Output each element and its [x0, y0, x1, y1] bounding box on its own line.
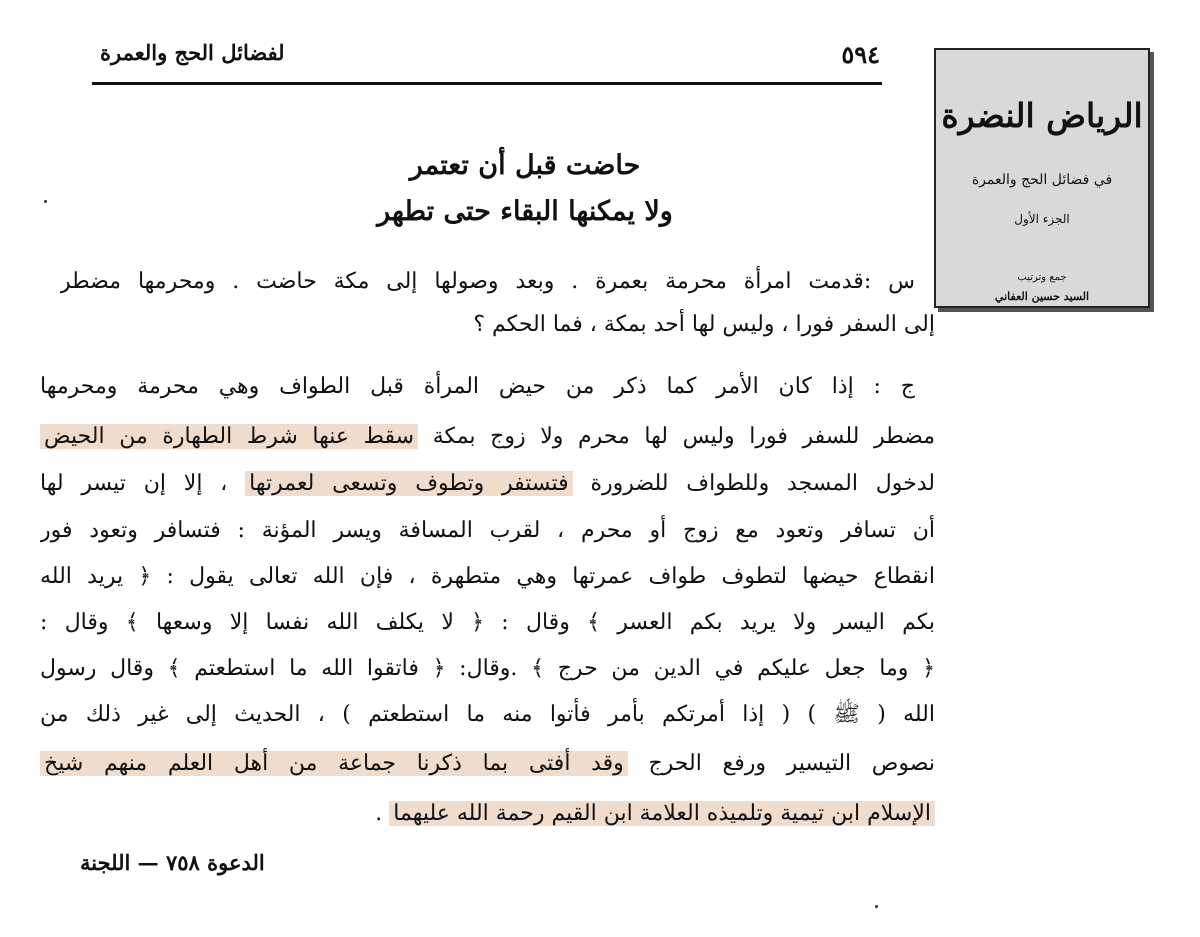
question-line-2: إلى السفر فورا ، وليس لها أحد بمكة ، فما الحكم ؟	[473, 312, 935, 337]
answer-line-7: ﴿ وما جعل عليكم في الدين من حرج ﴾ .وقال: ﴿ فاتقوا الله ما استطعتم ﴾ وقال رسول	[40, 656, 935, 681]
answer-line-9-text: نصوص التيسير ورفع الحرج	[648, 751, 935, 776]
running-header-title: لفضائل الحج والعمرة	[100, 40, 285, 65]
question-line-1: س :قدمت امرأة محرمة بعمرة . وبعد وصولها إلى مكة حاضت . ومحرمها مضطر	[60, 269, 915, 294]
question-heading-line-1: حاضت قبل أن تعتمر	[409, 150, 641, 181]
question-heading-line-2: ولا يمكنها البقاء حتى تطهر	[377, 196, 673, 227]
answer-line-4: أن تسافر وتعود مع زوج أو محرم ، لقرب المسافة ويسر المؤنة : فتسافر وتعود فور	[40, 518, 935, 543]
answer-line-3	[40, 464, 935, 504]
answer-line-3-end: ، إلا إن تيسر لها	[40, 471, 228, 496]
highlight-perform-umrah: فتستفر وتطوف وتسعى لعمرتها	[245, 471, 573, 496]
scan-speck	[44, 200, 47, 203]
cover-compiled-by: جمع وترتيب	[1017, 272, 1067, 283]
page-number: ٥٩٤	[841, 40, 880, 69]
scan-speck	[875, 905, 878, 908]
cover-volume: الجزء الأول	[1014, 212, 1070, 226]
answer-line-1: ج : إذا كان الأمر كما ذكر من حيض المرأة قبل الطواف وهي محرمة ومحرمها	[40, 374, 915, 399]
answer-line-8: الله ( ﷺ ) ( إذا أمرتكم بأمر فأتوا منه ما استطعتم ) ، الحديث إلى غير ذلك من	[40, 702, 935, 727]
answer-line-5: انقطاع حيضها لتطوف طواف عمرتها وهي متطهرة ، فإن الله تعالى يقول : ﴿ يريد الله	[40, 564, 935, 589]
book-cover	[934, 48, 1150, 308]
answer-line-3-start: لدخول المسجد وللطواف للضرورة	[590, 471, 935, 496]
answer-line-2-text: مضطر للسفر فورا وليس لها محرم ولا زوج بمكة	[432, 424, 935, 449]
answer-line-10-end: .	[375, 801, 383, 826]
answer-line-10	[40, 794, 935, 834]
cover-title: الرياض النضرة	[941, 96, 1143, 135]
cover-author: السيد حسين العفاني	[994, 290, 1090, 303]
highlight-purity-waived: سقط عنها شرط الطهارة من الحيض	[40, 424, 418, 449]
answer-line-9	[40, 744, 935, 784]
header-rule	[92, 82, 882, 85]
answer-line-2	[40, 417, 935, 457]
answer-line-6: بكم اليسر ولا يريد بكم العسر ﴾ وقال : ﴿ لا يكلف الله نفسا إلا وسعها ﴾ وقال :	[40, 610, 935, 635]
highlight-scholars-fatwa: وقد أفتى بما ذكرنا جماعة من أهل العلم منهم شيخ	[40, 751, 628, 776]
cover-subtitle: في فضائل الحج والعمرة	[971, 172, 1113, 188]
source-reference: الدعوة ٧٥٨ — اللجنة	[80, 850, 265, 875]
highlight-ibn-taymiyyah: الإسلام ابن تيمية وتلميذه العلامة ابن القيم رحمة الله عليهما	[389, 801, 935, 826]
